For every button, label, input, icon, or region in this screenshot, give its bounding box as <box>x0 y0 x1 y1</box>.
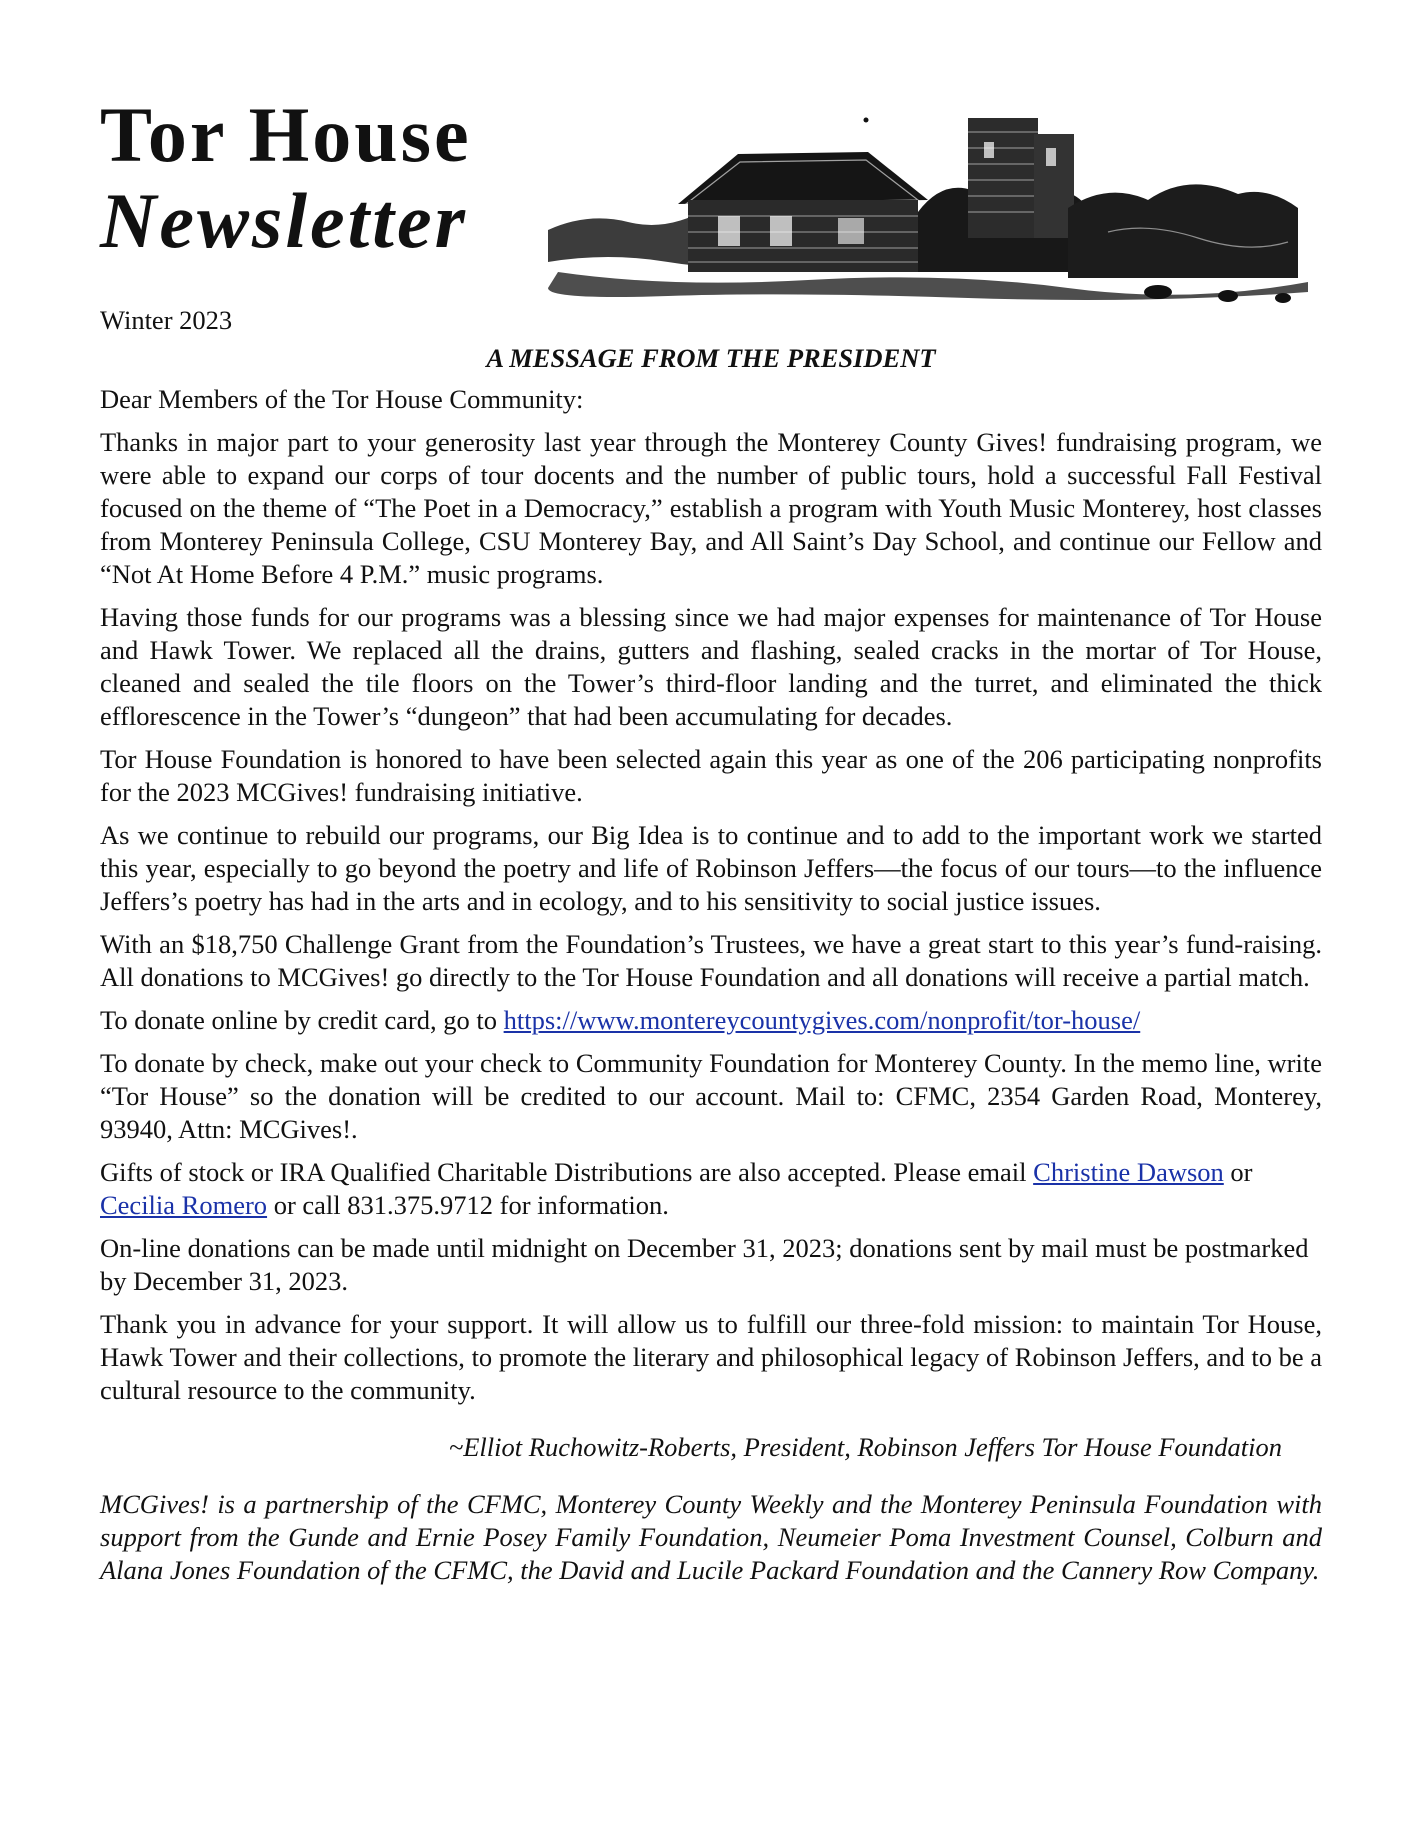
paragraph-big-idea: As we continue to rebuild our programs, our Big Idea is to continue and to add to the important work we started this year, especially to go beyond the poetry and life of Robinson Jeffers—the focus of our tours—to the influence Jeffers’s poetry has had in the arts and in ecology, and to his sensitivity to social justice issues. <box>100 820 1322 916</box>
salutation: Dear Members of the Tor House Community: <box>100 384 584 414</box>
donate-online-text: To donate online by credit card, go to <box>100 1005 504 1035</box>
issue-dateline: Winter 2023 <box>100 305 233 335</box>
masthead-title-line2: Newsletter <box>100 177 468 264</box>
stock-gifts-text: Gifts of stock or IRA Qualified Charitable Distributions are also accepted. Please email <box>100 1157 1034 1187</box>
stock-gifts-or: or <box>1223 1157 1253 1187</box>
mcgives-partnership-note: MCGives! is a partnership of the CFMC, Monterey County Weekly and the Monterey Peninsula Foundation with support from the Gunde and Ernie Posey Family Foundation, Neumeier Poma Investment Counsel, Colburn and Alana Jones Foundation of the CFMC, the David and Lucile Packard Foundation and the Cannery Row Company. <box>100 1489 1322 1585</box>
cecilia-romero-email-link[interactable]: Cecilia Romero <box>100 1190 268 1220</box>
paragraph-selection: Tor House Foundation is honored to have been selected again this year as one of the 206 participating nonprofits for the 2023 MCGives! fundraising initiative. <box>100 744 1322 807</box>
president-signature: ~Elliot Ruchowitz-Roberts, President, Robinson Jeffers Tor House Foundation <box>448 1432 1282 1462</box>
paragraph-donate-online <box>100 1004 1322 1037</box>
christine-dawson-email-link[interactable]: Christine Dawson <box>1033 1157 1224 1187</box>
mcgives-donation-link[interactable]: https://www.montereycountygives.com/nonprofit/tor-house/ <box>503 1005 1141 1035</box>
masthead <box>100 92 620 262</box>
paragraph-donate-check: To donate by check, make out your check to Community Foundation for Monterey County. In the memo line, write “Tor House” so the donation will be credited to our account. Mail to: CFMC, 2354 Garden Road, Monterey, 93940, Attn: MCGives!. <box>100 1048 1322 1144</box>
paragraph-maintenance: Having those funds for our programs was a blessing since we had major expenses for maintenance of Tor House and Hawk Tower. We replaced all the drains, gutters and flashing, sealed cracks in the mortar of Tor House, cleaned and sealed the tile floors on the Tower’s third-floor landing and the turret, and eliminated the thick efflorescence in the Tower’s “dungeon” that had been accumulating for decades. <box>100 602 1322 731</box>
stock-gifts-phone: or call 831.375.9712 for information. <box>267 1190 669 1220</box>
masthead-title-line1: Tor House <box>100 91 472 178</box>
paragraph-stock-gifts <box>100 1156 1322 1222</box>
paragraph-challenge-grant: With an $18,750 Challenge Grant from the Foundation’s Trustees, we have a great start to this year’s fund-raising. All donations to MCGives! go directly to the Tor House Foundation and all donations will receive a partial match. <box>100 929 1322 992</box>
message-heading: A MESSAGE FROM THE PRESIDENT <box>486 343 936 373</box>
paragraph-thank-you: Thank you in advance for your support. It will allow us to fulfill our three-fold mission: to maintain Tor House, Hawk Tower and their collections, to promote the literary and philosophical legacy of Robinson Jeffers, and to be a cultural resource to the community. <box>100 1309 1322 1405</box>
paragraph-deadline: On-line donations can be made until midnight on December 31, 2023; donations sent by mail must be postmarked by December 31, 2023. <box>100 1233 1309 1296</box>
tor-house-illustration-icon <box>548 112 1308 310</box>
newsletter-body <box>100 304 1322 1587</box>
paragraph-programs: Thanks in major part to your generosity last year through the Monterey County Gives! fundraising program, we were able to expand our corps of tour docents and the number of public tours, hold a successful Fall Festival focused on the theme of “The Poet in a Democracy,” establish a program with Youth Music Monterey, host classes from Monterey Peninsula College, CSU Monterey Bay, and All Saint’s Day School, and continue our Fellow and “Not At Home Before 4 P.M.” music programs. <box>100 427 1322 589</box>
